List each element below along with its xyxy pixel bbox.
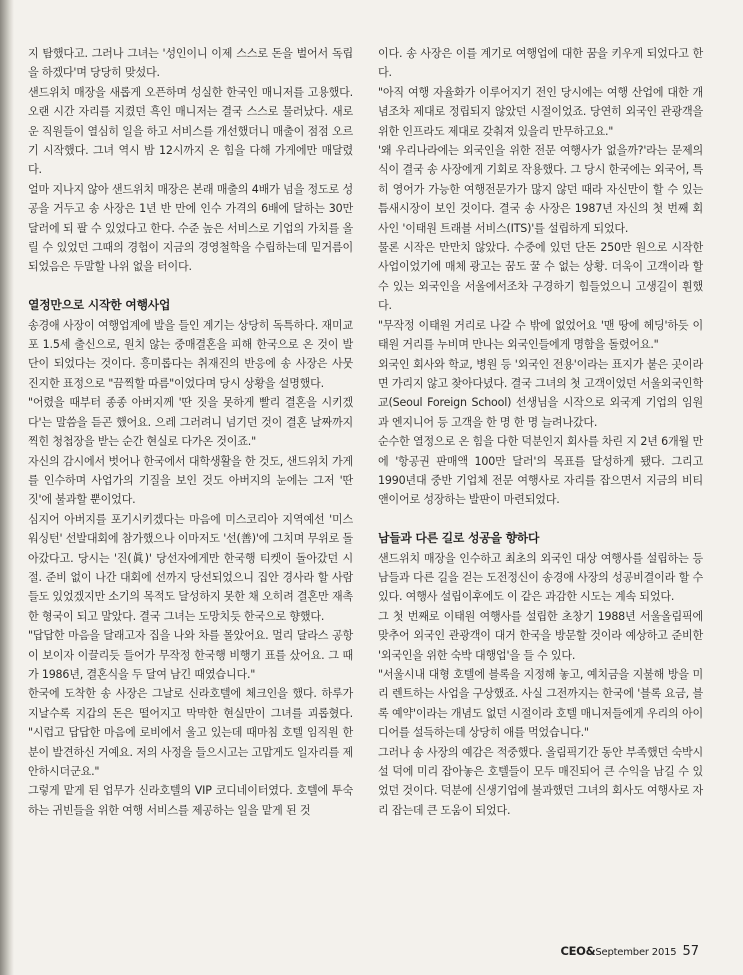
paragraph: 샌드위치 매장을 인수하고 최초의 외국인 대상 여행사를 설립하는 등 남들과 다른 길을 걷는 도전정신이 송경애 사장의 성공비결이라 할 수 있다. 여행사 설립이후에도 이 같은 과감한 시도는 계속 되었다. [378,551,703,604]
paragraph: 그 첫 번째로 이태원 여행사를 설립한 초창기 1988년 서울올림픽에 맞추어 외국인 관광객이 대거 한국을 방문할 것이라 예상하고 준비한 '외국인을 위한 숙박 대행업'을 들 수 있다. [378,609,703,662]
spacer [378,510,703,529]
magazine-brand: CEO& [560,944,596,958]
paragraph: 자신의 감시에서 벗어나 한국에서 대학생활을 한 것도, 샌드위치 가게를 인수하며 사업가의 기질을 보인 것도 아버지의 눈에는 그저 '딴 짓'에 불과할 뿐이었다. [28,454,353,507]
page-footer [560,944,699,959]
paragraph: 한국에 도착한 송 사장은 그날로 신라호텔에 체크인을 했다. 하루가 지날수록 지갑의 돈은 떨어지고 막막한 현실만이 그녀를 괴롭혔다. "시럽고 답답한 마음에 로비에서 울고 있는데 때마침 호텔 임직원 한 분이 발견하신 거예요. 저의 사정을 들으시고는 고맙게도 일자리를 제안하시더군요." [28,687,353,779]
paragraph: 이다. 송 사장은 이를 계기로 여행업에 대한 꿈을 키우게 되었다고 한다. [378,47,703,80]
paragraph: 외국인 회사와 학교, 병원 등 '외국인 전용'이라는 표지가 붙은 곳이라면 가리지 않고 찾아다녔다. 결국 그녀의 첫 고객이었던 서울외국인학교(Seoul Foreign School) 선생님을 시작으로 외국계 기업의 임원과 엔지니어 등 고객을 한 명 한 명 늘려나갔다. [378,357,703,429]
paragraph: 순수한 열정으로 온 힘을 다한 덕분인지 회사를 차린 지 2년 6개월 만에 '항공권 판매액 100만 달러'의 목표를 달성하게 됐다. 그리고 1990년대 중반 기업체 전문 여행사로 자리를 잡으면서 지금의 비티앤이어로 성장하는 발판이 마련되었다. [378,435,703,507]
section-heading: 남들과 다른 길로 성공을 향하다 [378,531,540,546]
paragraph: 지 탐했다고. 그러나 그녀는 '성인이니 이제 스스로 돈을 벌어서 독립을 하겠다'며 당당히 맞섰다. [28,47,353,80]
paragraph: 얼마 지나지 않아 샌드위치 매장은 본래 매출의 4배가 넘을 정도로 성공을 거두고 송 사장은 1년 반 만에 인수 가격의 6배에 달하는 30만 달러에 되 팔 수 있었다고 한다. 수준 높은 서비스로 기업의 가치를 올릴 수 있었던 그때의 경험이 지금의 경영철학을 수립하는데 밑거름이 되었음은 두말할 나위 없을 터이다. [28,182,353,274]
quote-paragraph: "어렸을 때부터 종종 아버지께 '딴 짓을 못하게 빨리 결혼을 시키겠다'는 말씀을 듣곤 했어요. 으레 그러려니 넘기던 것이 결혼 날짜까지 찍힌 청첩장을 받는 순간 현실로 다가온 것이죠." [28,396,353,449]
spacer [28,277,353,296]
page-number: 57 [682,944,699,959]
paragraph: 그렇게 맡게 된 업무가 신라호텔의 VIP 코디네이터였다. 호텔에 투숙하는 귀빈들을 위한 여행 서비스를 제공하는 일을 맡게 된 것 [28,784,353,817]
paragraph: 송경애 사장이 여행업계에 발을 들인 계기는 상당히 독특하다. 재미교포 1.5세 출신으로, 원치 않는 중매결혼을 피해 한국으로 온 것이 발단이 되었다는 것이다. 흥미롭다는 취재진의 반응에 송 사장은 사뭇 진지한 표정으로 "끔찍할 따름"이었다며 당시 상황을 설명했다. [28,318,353,390]
quote-paragraph: "무작정 이태원 거리로 나갈 수 밖에 없었어요 '맨 땅에 헤딩'하듯 이태원 거리를 누비며 만나는 외국인들에게 명함을 돌렸어요." [378,318,703,352]
left-column [28,44,353,820]
paragraph: '왜 우리나라에는 외국인을 위한 전문 여행사가 없을까?'라는 문제의식이 결국 송 사장에게 기회로 작용했다. 그 당시 한국에는 외국어, 특히 영어가 가능한 여행전문가가 많지 않던 때라 자신만이 할 수 있는 틈새시장이 보인 것이다. 결국 송 사장은 1987년 자신의 첫 번째 회사인 '이태원 트래블 서비스(ITS)'를 설립하게 되었다. [378,144,703,235]
quote-paragraph: "답답한 마음을 달래고자 집을 나와 차를 몰았어요. 멀리 달라스 공항이 보이자 이끌리듯 들어가 무작정 한국행 비행기 표를 샀어요. 그 때가 1986년, 결혼식을 두 달여 남긴 때였습니다." [28,629,353,681]
section-heading: 열정만으로 시작한 여행사업 [28,298,171,313]
quote-paragraph: "아직 여행 자율화가 이루어지기 전인 당시에는 여행 산업에 대한 개념조차 제대로 정립되지 않았던 시절이었죠. 당연히 외국인 관광객을 위한 인프라도 제대로 갖춰져 있을리 만무하고요." [378,85,703,138]
page-gutter-shadow [0,0,14,975]
paragraph: 그러나 송 사장의 예감은 적중했다. 올림픽기간 동안 부족했던 숙박시설 덕에 미리 잡아놓은 호텔들이 모두 매진되어 큰 수익을 남길 수 있었던 것이다. 덕분에 신생기업에 불과했던 그녀의 회사도 여행사로 자리 잡는데 큰 도움이 되었다. [378,745,703,817]
paragraph: 물론 시작은 만만치 않았다. 수중에 있던 단돈 250만 원으로 시작한 사업이었기에 매체 광고는 꿈도 꿀 수 없는 상황. 더욱이 고객이라 할 수 있는 외국인을 서울에서조차 구경하기 힘들었으니 고생길이 훤했다. [378,241,703,313]
right-column [378,44,703,820]
paragraph: 샌드위치 매장을 새롭게 오픈하며 성실한 한국인 매니저를 고용했다. 오랜 시간 자리를 지켰던 흑인 매니저는 결국 스스로 물러났다. 새로운 직원들이 열심히 일을 하고 서비스를 개선했더니 매출이 점점 오르기 시작했다. 그녀 역시 밤 12시까지 온 힘을 다해 가게에만 매달렸다. [28,85,353,177]
issue-month: September 2015 [595,947,677,958]
quote-paragraph: "서울시내 대형 호텔에 블록을 지정해 놓고, 예치금을 지불해 방을 미리 렌트하는 사업을 구상했죠. 사실 그전까지는 한국에 '블록 요금, 블록 예약'이라는 개념도 없던 시절이라 호텔 매니저들에게 우리의 아이디어를 설득하는데 상당히 애를 먹었습니다." [378,667,703,740]
paragraph: 심지어 아버지를 포기시키겠다는 마음에 미스코리아 지역예선 '미스 워싱턴' 선발대회에 참가했으나 이마저도 '선(善)'에 그치며 무위로 돌아갔다고. 당시는 '진(眞)' 당선자에게만 한국행 티켓이 돌아갔던 시절. 준비 없이 나간 대회에 선까지 당선되었으니 집안 경사라 할 사람들도 있었겠지만 소기의 목적도 달성하지 못한 채 오히려 결혼만 재촉한 형국이 되고 말았다. 결국 그녀는 도망치듯 한국으로 향했다. [28,512,353,623]
